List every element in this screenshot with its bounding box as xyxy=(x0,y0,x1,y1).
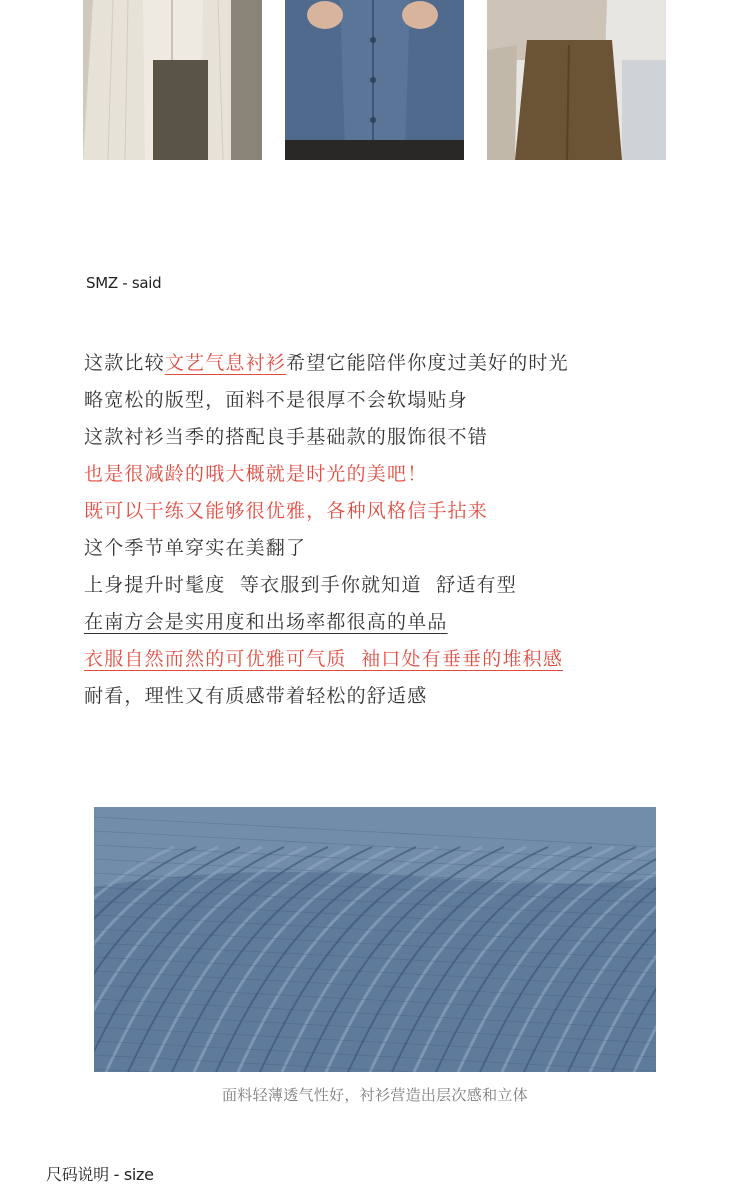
description-line xyxy=(84,642,569,679)
line-segment: 这款衬衫当季的搭配良手基础款的服饰很不错 xyxy=(84,426,489,448)
description-line xyxy=(84,494,569,531)
beige-shirt-photo xyxy=(83,0,262,160)
description-line xyxy=(84,605,569,642)
line-segment: 上身提升时髦度 等衣服到手你就知道 舒适有型 xyxy=(84,574,517,596)
line-segment: 希望它能陪伴你度过美好的时光 xyxy=(286,352,569,374)
size-heading: 尺码说明 - size xyxy=(46,1165,154,1184)
line-segment: 略宽松的版型，面料不是很厚不会软塌贴身 xyxy=(84,389,468,411)
highlight-segment: 衣服自然而然的可优雅可气质 袖口处有垂垂的堆积感 xyxy=(84,648,564,670)
description-lines xyxy=(84,346,569,716)
description-line xyxy=(84,679,569,716)
description-line xyxy=(84,420,569,457)
beige-shirt-brown-pants-photo xyxy=(487,0,666,160)
fabric-caption: 面料轻薄透气性好，衬衫营造出层次感和立体 xyxy=(221,1086,528,1104)
said-heading: SMZ - said xyxy=(86,274,162,292)
highlight-segment: 也是很减龄的哦大概就是时光的美吧！ xyxy=(84,463,428,485)
description-line xyxy=(84,457,569,494)
description-line xyxy=(84,346,569,383)
highlight-segment: 既可以干练又能够很优雅，各种风格信手拈来 xyxy=(84,500,489,522)
line-segment: 这个季节单穿实在美翻了 xyxy=(84,537,307,559)
description-line xyxy=(84,568,569,605)
line-segment: 耐看，理性又有质感带着轻松的舒适感 xyxy=(84,685,428,707)
highlight-segment: 文艺气息衬衫 xyxy=(164,352,287,374)
description-line xyxy=(84,531,569,568)
blue-fabric-closeup xyxy=(94,807,656,1072)
description-line xyxy=(84,383,569,420)
blue-shirt-photo xyxy=(285,0,464,160)
underlined-segment: 在南方会是实用度和出场率都很高的单品 xyxy=(84,611,448,633)
line-segment: 这款比较 xyxy=(84,352,165,374)
